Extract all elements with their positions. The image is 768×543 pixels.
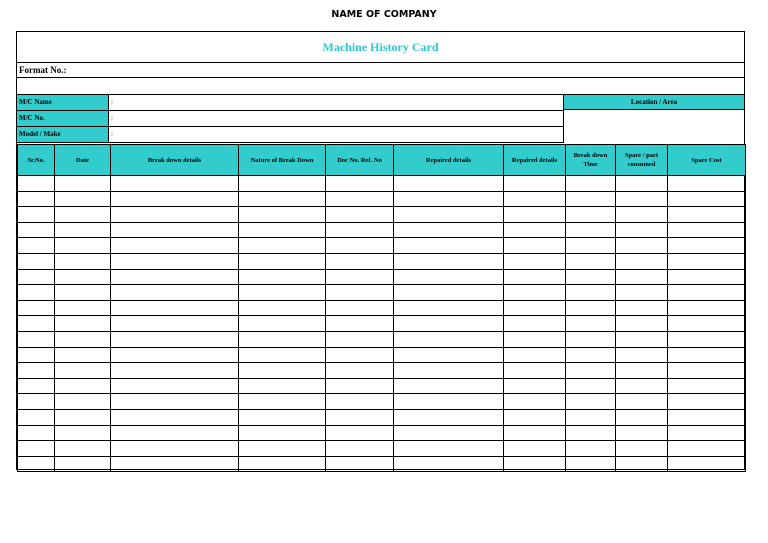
table-cell[interactable] bbox=[504, 394, 566, 410]
table-cell[interactable] bbox=[616, 253, 668, 269]
table-cell[interactable] bbox=[18, 347, 55, 363]
company-name: NAME OF COMPANY bbox=[331, 9, 437, 20]
col-doc-ref-no: Doc No. Ref. No bbox=[326, 145, 394, 176]
table-cell[interactable] bbox=[111, 269, 239, 285]
table-cell[interactable] bbox=[55, 347, 111, 363]
table-cell[interactable] bbox=[616, 441, 668, 457]
table-cell[interactable] bbox=[504, 425, 566, 441]
table-cell[interactable] bbox=[326, 394, 394, 410]
table-cell[interactable] bbox=[668, 176, 746, 192]
table-cell[interactable] bbox=[239, 425, 326, 441]
table-row bbox=[18, 316, 746, 332]
model-make-field[interactable]: : bbox=[109, 127, 564, 142]
table-cell[interactable] bbox=[239, 456, 326, 472]
table-cell[interactable] bbox=[18, 409, 55, 425]
table-cell[interactable] bbox=[394, 347, 504, 363]
table-cell[interactable] bbox=[394, 176, 504, 192]
table-cell[interactable] bbox=[111, 222, 239, 238]
table-row bbox=[18, 363, 746, 379]
table-body bbox=[18, 176, 746, 472]
info-row-model bbox=[17, 126, 564, 143]
table-cell[interactable] bbox=[394, 441, 504, 457]
table-cell[interactable] bbox=[668, 207, 746, 223]
table-cell[interactable] bbox=[55, 331, 111, 347]
table-cell[interactable] bbox=[326, 425, 394, 441]
table-cell[interactable] bbox=[239, 409, 326, 425]
table-cell[interactable] bbox=[239, 316, 326, 332]
table-cell[interactable] bbox=[616, 222, 668, 238]
table-cell[interactable] bbox=[326, 238, 394, 254]
table-cell[interactable] bbox=[504, 191, 566, 207]
table-cell[interactable] bbox=[18, 378, 55, 394]
table-cell[interactable] bbox=[566, 394, 616, 410]
table-cell[interactable] bbox=[668, 441, 746, 457]
table-cell[interactable] bbox=[55, 316, 111, 332]
table-cell[interactable] bbox=[566, 238, 616, 254]
col-repaired-details-2: Repaired details bbox=[504, 145, 566, 176]
table-cell[interactable] bbox=[394, 394, 504, 410]
table-cell[interactable] bbox=[239, 253, 326, 269]
table-cell[interactable] bbox=[504, 176, 566, 192]
table-cell[interactable] bbox=[616, 238, 668, 254]
table-cell[interactable] bbox=[394, 207, 504, 223]
table-cell[interactable] bbox=[55, 363, 111, 379]
table-cell[interactable] bbox=[239, 363, 326, 379]
table-cell[interactable] bbox=[566, 441, 616, 457]
table-cell[interactable] bbox=[394, 300, 504, 316]
card-title: Machine History Card bbox=[17, 32, 744, 63]
table-cell[interactable] bbox=[18, 222, 55, 238]
table-row bbox=[18, 191, 746, 207]
table-cell[interactable] bbox=[326, 409, 394, 425]
table-cell[interactable] bbox=[111, 191, 239, 207]
table-cell[interactable] bbox=[239, 176, 326, 192]
table-cell[interactable] bbox=[394, 316, 504, 332]
table-cell[interactable] bbox=[111, 456, 239, 472]
table-cell[interactable] bbox=[111, 363, 239, 379]
table-cell[interactable] bbox=[668, 285, 746, 301]
table-cell[interactable] bbox=[394, 191, 504, 207]
table-cell[interactable] bbox=[239, 441, 326, 457]
mc-no-field[interactable]: : bbox=[109, 111, 564, 126]
table-cell[interactable] bbox=[394, 253, 504, 269]
table-cell[interactable] bbox=[18, 300, 55, 316]
table-cell[interactable] bbox=[326, 253, 394, 269]
table-cell[interactable] bbox=[566, 409, 616, 425]
table-row bbox=[18, 347, 746, 363]
table-cell[interactable] bbox=[55, 285, 111, 301]
table-header-row bbox=[18, 145, 746, 176]
table-cell[interactable] bbox=[504, 331, 566, 347]
table-cell[interactable] bbox=[616, 425, 668, 441]
mc-no-label: M/C No. bbox=[17, 111, 109, 126]
table-cell[interactable] bbox=[111, 394, 239, 410]
table-cell[interactable] bbox=[18, 363, 55, 379]
table-cell[interactable] bbox=[566, 176, 616, 192]
table-cell[interactable] bbox=[239, 347, 326, 363]
table-cell[interactable] bbox=[18, 331, 55, 347]
table-cell[interactable] bbox=[111, 207, 239, 223]
table-cell[interactable] bbox=[504, 378, 566, 394]
table-cell[interactable] bbox=[616, 316, 668, 332]
table-cell[interactable] bbox=[111, 316, 239, 332]
table-cell[interactable] bbox=[55, 269, 111, 285]
col-sr-no: Sr.No. bbox=[18, 145, 55, 176]
col-spare-part-consumed: Spare / part consumed bbox=[616, 145, 668, 176]
table-cell[interactable] bbox=[55, 394, 111, 410]
table-cell[interactable] bbox=[55, 425, 111, 441]
table-cell[interactable] bbox=[616, 394, 668, 410]
table-cell[interactable] bbox=[616, 300, 668, 316]
table-cell[interactable] bbox=[394, 409, 504, 425]
table-cell[interactable] bbox=[18, 394, 55, 410]
table-cell[interactable] bbox=[394, 269, 504, 285]
table-cell[interactable] bbox=[111, 347, 239, 363]
table-cell[interactable] bbox=[326, 378, 394, 394]
table-cell[interactable] bbox=[326, 363, 394, 379]
table-cell[interactable] bbox=[504, 207, 566, 223]
table-cell[interactable] bbox=[566, 222, 616, 238]
table-cell[interactable] bbox=[18, 269, 55, 285]
table-cell[interactable] bbox=[668, 191, 746, 207]
table-cell[interactable] bbox=[668, 269, 746, 285]
table-cell[interactable] bbox=[239, 222, 326, 238]
table-cell[interactable] bbox=[668, 394, 746, 410]
table-cell[interactable] bbox=[668, 409, 746, 425]
table-cell[interactable] bbox=[616, 191, 668, 207]
table-cell[interactable] bbox=[239, 300, 326, 316]
table-cell[interactable] bbox=[18, 238, 55, 254]
table-cell[interactable] bbox=[616, 409, 668, 425]
table-cell[interactable] bbox=[668, 456, 746, 472]
table-cell[interactable] bbox=[111, 285, 239, 301]
table-cell[interactable] bbox=[566, 300, 616, 316]
table-cell[interactable] bbox=[55, 409, 111, 425]
table-cell[interactable] bbox=[394, 425, 504, 441]
table-cell[interactable] bbox=[616, 378, 668, 394]
table-cell[interactable] bbox=[668, 253, 746, 269]
col-repaired-details: Repaired details bbox=[394, 145, 504, 176]
format-number-row bbox=[17, 62, 744, 78]
table-row bbox=[18, 394, 746, 410]
table-cell[interactable] bbox=[326, 269, 394, 285]
table-cell[interactable] bbox=[111, 253, 239, 269]
table-cell[interactable] bbox=[326, 441, 394, 457]
table-cell[interactable] bbox=[616, 347, 668, 363]
blank-row bbox=[17, 78, 744, 94]
table-cell[interactable] bbox=[326, 456, 394, 472]
table-cell[interactable] bbox=[326, 222, 394, 238]
table-cell[interactable] bbox=[566, 456, 616, 472]
table-cell[interactable] bbox=[55, 238, 111, 254]
table-cell[interactable] bbox=[55, 253, 111, 269]
table-cell[interactable] bbox=[616, 176, 668, 192]
table-cell[interactable] bbox=[55, 176, 111, 192]
info-row-mc-name bbox=[17, 94, 564, 110]
table-row bbox=[18, 253, 746, 269]
table-row bbox=[18, 300, 746, 316]
table-cell[interactable] bbox=[55, 441, 111, 457]
table-cell[interactable] bbox=[111, 409, 239, 425]
table-cell[interactable] bbox=[668, 331, 746, 347]
table-cell[interactable] bbox=[326, 331, 394, 347]
table-cell[interactable] bbox=[504, 456, 566, 472]
table-cell[interactable] bbox=[566, 378, 616, 394]
table-row bbox=[18, 285, 746, 301]
table-cell[interactable] bbox=[18, 253, 55, 269]
table-cell[interactable] bbox=[504, 285, 566, 301]
table-cell[interactable] bbox=[504, 300, 566, 316]
table-row bbox=[18, 409, 746, 425]
table-cell[interactable] bbox=[504, 316, 566, 332]
table-row bbox=[18, 441, 746, 457]
table-cell[interactable] bbox=[668, 425, 746, 441]
col-date: Date bbox=[55, 145, 111, 176]
table-cell[interactable] bbox=[394, 222, 504, 238]
table-cell[interactable] bbox=[616, 269, 668, 285]
table-cell[interactable] bbox=[668, 378, 746, 394]
table-row bbox=[18, 238, 746, 254]
table-cell[interactable] bbox=[326, 207, 394, 223]
table-cell[interactable] bbox=[18, 207, 55, 223]
table-cell[interactable] bbox=[394, 378, 504, 394]
table-cell[interactable] bbox=[55, 222, 111, 238]
table-cell[interactable] bbox=[239, 238, 326, 254]
table-row bbox=[18, 425, 746, 441]
table-cell[interactable] bbox=[55, 300, 111, 316]
table-cell[interactable] bbox=[326, 300, 394, 316]
table-cell[interactable] bbox=[239, 269, 326, 285]
table-cell[interactable] bbox=[616, 331, 668, 347]
table-cell[interactable] bbox=[326, 285, 394, 301]
table-cell[interactable] bbox=[18, 316, 55, 332]
table-cell[interactable] bbox=[394, 456, 504, 472]
table-cell[interactable] bbox=[566, 363, 616, 379]
format-label: Format No.: bbox=[19, 65, 67, 75]
table-row bbox=[18, 456, 746, 472]
history-card-frame bbox=[16, 31, 745, 470]
table-cell[interactable] bbox=[616, 363, 668, 379]
mc-name-label: M/C Name bbox=[17, 95, 109, 110]
table-cell[interactable] bbox=[504, 253, 566, 269]
table-cell[interactable] bbox=[566, 425, 616, 441]
table-cell[interactable] bbox=[566, 316, 616, 332]
location-area-label: Location / Area bbox=[564, 94, 744, 110]
table-cell[interactable] bbox=[668, 347, 746, 363]
col-breakdown-details: Break down details bbox=[111, 145, 239, 176]
table-cell[interactable] bbox=[668, 300, 746, 316]
table-cell[interactable] bbox=[239, 378, 326, 394]
table-cell[interactable] bbox=[55, 378, 111, 394]
table-cell[interactable] bbox=[111, 300, 239, 316]
table-cell[interactable] bbox=[668, 316, 746, 332]
table-cell[interactable] bbox=[18, 191, 55, 207]
table-cell[interactable] bbox=[326, 191, 394, 207]
table-cell[interactable] bbox=[239, 394, 326, 410]
table-row bbox=[18, 176, 746, 192]
table-cell[interactable] bbox=[504, 347, 566, 363]
table-cell[interactable] bbox=[566, 269, 616, 285]
table-cell[interactable] bbox=[668, 222, 746, 238]
table-cell[interactable] bbox=[239, 285, 326, 301]
table-cell[interactable] bbox=[111, 441, 239, 457]
table-cell[interactable] bbox=[566, 207, 616, 223]
table-cell[interactable] bbox=[239, 207, 326, 223]
table-cell[interactable] bbox=[55, 191, 111, 207]
table-cell[interactable] bbox=[566, 347, 616, 363]
table-cell[interactable] bbox=[18, 425, 55, 441]
table-cell[interactable] bbox=[394, 363, 504, 379]
table-cell[interactable] bbox=[18, 456, 55, 472]
model-make-label: Model / Make bbox=[17, 127, 109, 142]
table-cell[interactable] bbox=[616, 207, 668, 223]
table-cell[interactable] bbox=[504, 409, 566, 425]
table-cell[interactable] bbox=[566, 191, 616, 207]
table-cell[interactable] bbox=[616, 285, 668, 301]
table-cell[interactable] bbox=[394, 285, 504, 301]
col-nature-of-breakdown: Nature of Break Down bbox=[239, 145, 326, 176]
table-cell[interactable] bbox=[55, 456, 111, 472]
table-cell[interactable] bbox=[111, 425, 239, 441]
table-cell[interactable] bbox=[504, 363, 566, 379]
table-cell[interactable] bbox=[111, 331, 239, 347]
table-cell[interactable] bbox=[55, 207, 111, 223]
table-cell[interactable] bbox=[504, 222, 566, 238]
table-row bbox=[18, 222, 746, 238]
table-cell[interactable] bbox=[504, 441, 566, 457]
table-cell[interactable] bbox=[18, 176, 55, 192]
table-cell[interactable] bbox=[504, 269, 566, 285]
table-cell[interactable] bbox=[111, 378, 239, 394]
table-row bbox=[18, 269, 746, 285]
table-cell[interactable] bbox=[566, 253, 616, 269]
machine-info bbox=[17, 94, 564, 143]
table-row bbox=[18, 207, 746, 223]
table-cell[interactable] bbox=[239, 191, 326, 207]
col-breakdown-time: Break down Time bbox=[566, 145, 616, 176]
table-cell[interactable] bbox=[239, 331, 326, 347]
table-cell[interactable] bbox=[394, 331, 504, 347]
history-table bbox=[17, 144, 746, 472]
table-cell[interactable] bbox=[18, 441, 55, 457]
table-row bbox=[18, 378, 746, 394]
col-spare-cost: Spare Cost bbox=[668, 145, 746, 176]
table-cell[interactable] bbox=[326, 316, 394, 332]
table-cell[interactable] bbox=[326, 347, 394, 363]
table-cell[interactable] bbox=[668, 238, 746, 254]
table-cell[interactable] bbox=[111, 238, 239, 254]
table-cell[interactable] bbox=[566, 331, 616, 347]
mc-name-field[interactable]: : bbox=[109, 95, 564, 110]
table-cell[interactable] bbox=[18, 285, 55, 301]
table-cell[interactable] bbox=[504, 238, 566, 254]
table-cell[interactable] bbox=[616, 456, 668, 472]
table-cell[interactable] bbox=[668, 363, 746, 379]
info-row-mc-no bbox=[17, 110, 564, 126]
table-cell[interactable] bbox=[566, 285, 616, 301]
table-cell[interactable] bbox=[326, 176, 394, 192]
table-cell[interactable] bbox=[111, 176, 239, 192]
table-row bbox=[18, 331, 746, 347]
table-cell[interactable] bbox=[394, 238, 504, 254]
